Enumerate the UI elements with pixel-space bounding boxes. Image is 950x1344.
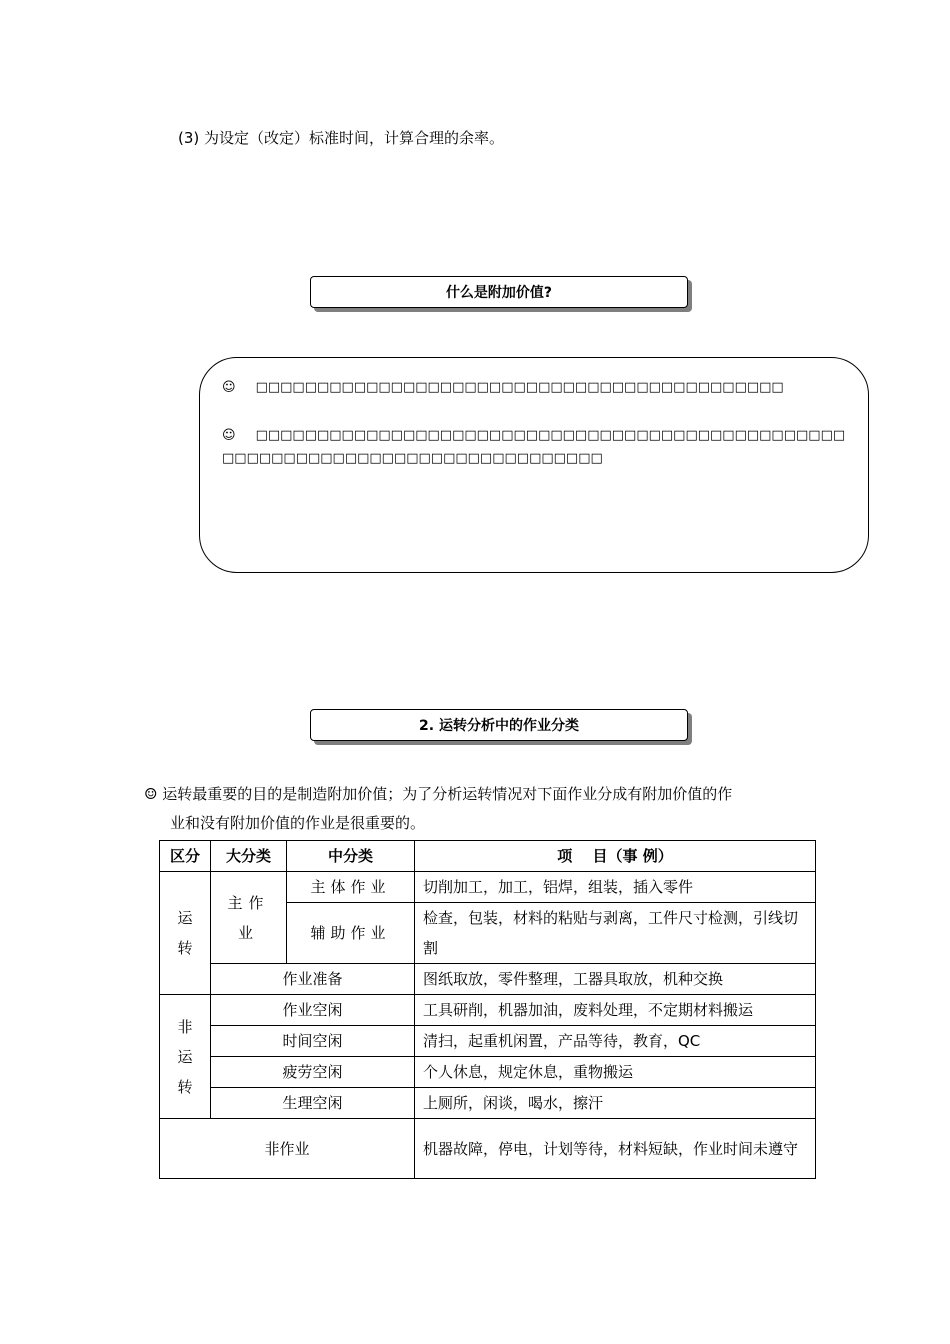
- header-middle: 中分类: [287, 841, 415, 872]
- cell-mid-2: 疲劳空闲: [211, 1057, 415, 1088]
- cell-items-0: 工具研削，机器加油，废料处理，不定期材料搬运: [415, 995, 816, 1026]
- intro-line-1: ☺ 运转最重要的目的是制造附加价值；为了分析运转情况对下面作业分成有附加价值的作: [144, 785, 733, 803]
- bullet-paragraph-2: [222, 424, 848, 470]
- table-row: [160, 995, 816, 1026]
- non-operation-label: 非运转: [177, 1017, 193, 1096]
- main-work-label: 主作业: [227, 893, 270, 942]
- cell-non-work-items: 机器故障，停电，计划等待，材料短缺，作业时间未遵守: [415, 1119, 816, 1179]
- smiley-icon: ☺: [222, 380, 236, 395]
- header-items: 项 目（事 例）: [415, 841, 816, 872]
- intro-paragraph: [144, 780, 824, 838]
- table-row: [160, 1119, 816, 1179]
- work-classification-table: [159, 840, 816, 1179]
- section-title-added-value: 什么是附加价值?: [310, 276, 688, 308]
- table-row: [160, 1026, 816, 1057]
- smiley-icon: ☺: [222, 428, 236, 443]
- cell-items-2: 个人休息，规定休息，重物搬运: [415, 1057, 816, 1088]
- cell-non-operation: [160, 995, 211, 1119]
- added-value-content-box: [199, 357, 869, 573]
- cell-items-3: 上厕所，闲谈，喝水，擦汗: [415, 1088, 816, 1119]
- section-title-work-classification: 2. 运转分析中的作业分类: [310, 709, 688, 741]
- cell-non-work: 非作业: [160, 1119, 415, 1179]
- header-major: 大分类: [211, 841, 287, 872]
- table-row: [160, 872, 816, 903]
- intro-line-2: 业和没有附加价值的作业是很重要的。: [170, 814, 426, 832]
- cell-main-body: 主体作业: [287, 872, 415, 903]
- paragraph-text: □□□□□□□□□□□□□□□□□□□□□□□□□□□□□□□□□□□□□□□□□□□: [255, 380, 784, 395]
- cell-operation: [160, 872, 211, 995]
- cell-mid-1: 时间空闲: [211, 1026, 415, 1057]
- table-row: [160, 964, 816, 995]
- table-row: [160, 1088, 816, 1119]
- cell-aux-items: 检查，包装，材料的粘贴与剥离，工件尺寸检测，引线切割: [415, 903, 816, 964]
- operation-label: 运转: [177, 909, 193, 957]
- cell-main-body-items: 切削加工，加工，铝焊，组装，插入零件: [415, 872, 816, 903]
- cell-prep: 作业准备: [211, 964, 415, 995]
- header-category: 区分: [160, 841, 211, 872]
- paragraph-text: □□□□□□□□□□□□□□□□□□□□□□□□□□□□□□□□□□□□□□□□□□□□□□□□□□□□□□□□□□□□□□□□□□□□□□□□□□□□□□□: [222, 428, 846, 466]
- bullet-paragraph-1: [222, 376, 848, 399]
- cell-mid-0: 作业空闲: [211, 995, 415, 1026]
- table-header-row: [160, 841, 816, 872]
- cell-aux: 辅助作业: [287, 903, 415, 964]
- cell-items-1: 清扫，起重机闲置，产品等待，教育，QC: [415, 1026, 816, 1057]
- cell-mid-3: 生理空闲: [211, 1088, 415, 1119]
- numbered-item-3: (3) 为设定（改定）标准时间，计算合理的余率。: [178, 129, 505, 147]
- table-row: [160, 1057, 816, 1088]
- cell-main-work: [211, 872, 287, 964]
- cell-prep-items: 图纸取放，零件整理，工器具取放，机种交换: [415, 964, 816, 995]
